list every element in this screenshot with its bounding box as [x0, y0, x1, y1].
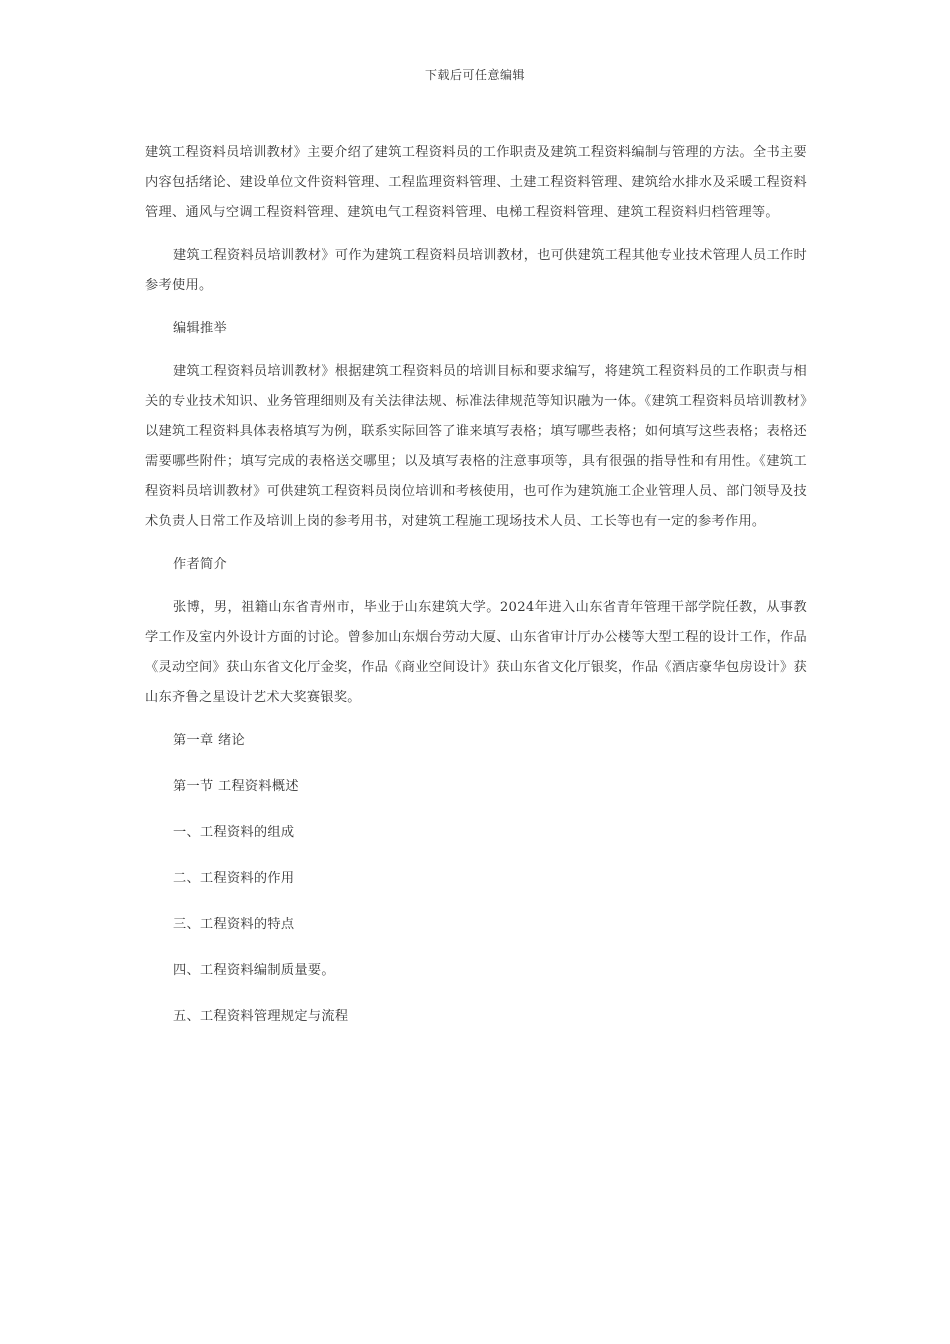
editor-recommendation-heading: 编辑推举 — [173, 321, 227, 336]
list-item: 四、工程资料编制质量要。 — [173, 963, 335, 978]
chapter-heading: 第一章 绪论 — [173, 733, 245, 748]
document-body — [145, 138, 807, 1048]
list-item: 五、工程资料管理规定与流程 — [173, 1009, 349, 1024]
list-item: 二、工程资料的作用 — [173, 871, 295, 886]
section-heading: 第一节 工程资料概述 — [173, 779, 299, 794]
intro-paragraph-1: 建筑工程资料员培训教材》主要介绍了建筑工程资料员的工作职责及建筑工程资料编制与管理的方法。全书主要内容包括绪论、建设单位文件资料管理、工程监理资料管理、土建工程资料管理、建筑给水排水及采暖工程资料管理、通风与空调工程资料管理、建筑电气工程资料管理、电梯工程资料管理、建筑工程资料归档管理等。 — [145, 145, 807, 220]
author-intro-heading: 作者简介 — [173, 557, 227, 572]
page-header: 下载后可任意编辑 — [424, 68, 525, 82]
author-intro-paragraph: 张博，男，祖籍山东省青州市，毕业于山东建筑大学。2024年进入山东省青年管理干部学院任教，从事教学工作及室内外设计方面的讨论。曾参加山东烟台劳动大厦、山东省审计厅办公楼等大型工程的设计工作，作品《灵动空间》获山东省文化厅金奖，作品《商业空间设计》获山东省文化厅银奖，作品《酒店豪华包房设计》获山东齐鲁之星设计艺术大奖赛银奖。 — [145, 600, 807, 705]
intro-paragraph-2: 建筑工程资料员培训教材》可作为建筑工程资料员培训教材，也可供建筑工程其他专业技术管理人员工作时参考使用。 — [145, 248, 807, 293]
list-item: 一、工程资料的组成 — [173, 825, 295, 840]
editor-recommendation-paragraph: 建筑工程资料员培训教材》根据建筑工程资料员的培训目标和要求编写，将建筑工程资料员的工作职责与相关的专业技术知识、业务管理细则及有关法律法规、标准法律规范等知识融为一体。《建筑工程资料员培训教材》以建筑工程资料具体表格填写为例，联系实际回答了谁来填写表格；填写哪些表格；如何填写这些表格；表格还需要哪些附件；填写完成的表格送交哪里；以及填写表格的注意事项等，具有很强的指导性和有用性。《建筑工程资料员培训教材》可供建筑工程资料员岗位培训和考核使用，也可作为建筑施工企业管理人员、部门领导及技术负责人日常工作及培训上岗的参考用书，对建筑工程施工现场技术人员、工长等也有一定的参考作用。 — [145, 364, 807, 529]
list-item: 三、工程资料的特点 — [173, 917, 295, 932]
